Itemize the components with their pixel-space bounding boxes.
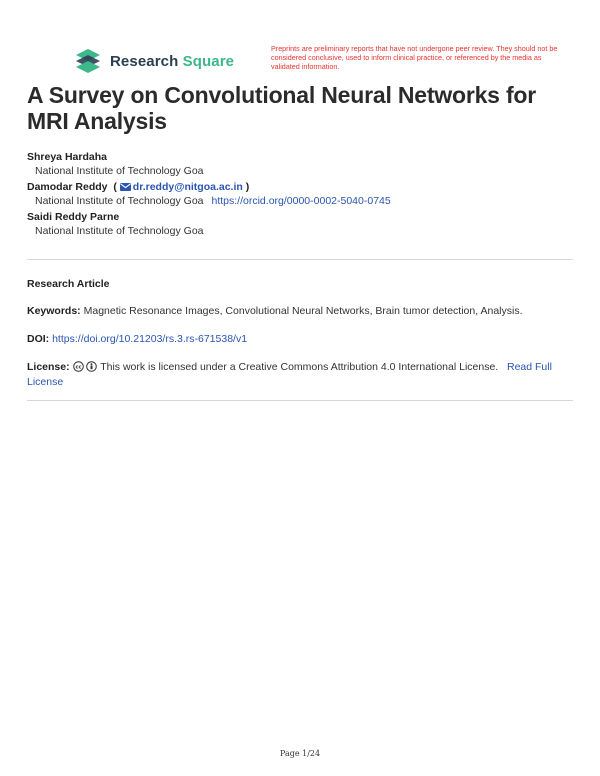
divider <box>27 259 573 260</box>
cc-icon <box>73 361 84 372</box>
author-name: Shreya Hardaha <box>27 151 107 163</box>
page-number: Page 1/24 <box>279 749 321 758</box>
license-label: License: <box>27 361 70 373</box>
header <box>0 0 600 80</box>
license-text: This work is licensed under a Creative Commons Attribution 4.0 International License. <box>100 361 499 373</box>
license <box>27 360 573 390</box>
author-email-link[interactable]: dr.reddy@nitgoa.ac.in <box>132 181 243 193</box>
orcid-link[interactable]: https://orcid.org/0000-0002-5040-0745 <box>211 195 391 207</box>
author-name: Saidi Reddy Parne <box>27 211 120 223</box>
doi <box>27 332 573 347</box>
keywords <box>27 304 573 319</box>
divider <box>27 400 573 401</box>
article-type: Research Article <box>27 278 110 290</box>
doi-label: DOI: <box>27 333 50 345</box>
paper-title: A Survey on Convolutional Neural Networks for MRI Analysis <box>27 82 537 134</box>
author-affiliation: National Institute of Technology Goa <box>35 225 204 237</box>
svg-text:cc: cc <box>75 364 81 371</box>
author-list <box>27 150 573 240</box>
keywords-label: Keywords: <box>27 305 81 317</box>
envelope-icon <box>120 183 131 191</box>
attribution-icon <box>86 361 97 372</box>
doi-link[interactable]: https://doi.org/10.21203/rs.3.rs-671538/v1 <box>52 333 248 345</box>
author-affiliation: National Institute of Technology Goa <box>35 165 204 177</box>
brand-name: Research Square <box>110 52 235 70</box>
research-square-logo-icon <box>74 48 102 74</box>
read-full-license-link[interactable]: Read Full License <box>27 361 552 388</box>
author-affiliation: National Institute of Technology Goa https://orcid.org/0000-0002-5040-0745 <box>35 195 391 207</box>
author-name: Damodar Reddy ( dr.reddy@nitgoa.ac.in ) <box>27 181 250 193</box>
research-square-logo[interactable] <box>74 48 234 74</box>
keywords-text: Magnetic Resonance Images, Convolutional Neural Networks, Brain tumor detection, Analysis. <box>83 305 523 317</box>
preprint-disclaimer: Preprints are preliminary reports that have not undergone peer review. They should not be considered conclusive, used to inform clinical practice, or referenced by the media as validated information. <box>271 44 558 72</box>
